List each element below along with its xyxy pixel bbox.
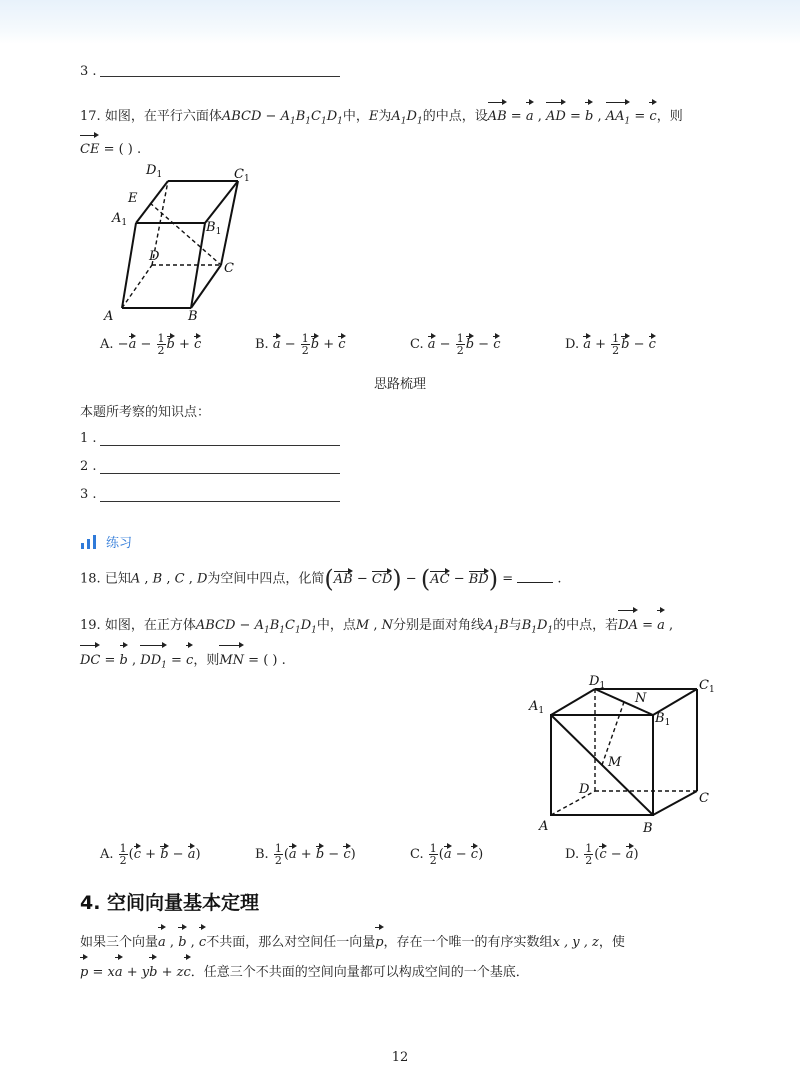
question-number: 17. (80, 109, 101, 124)
q19-option-b[interactable]: B. $\frac{1}{2}$ (a + b − c) (255, 842, 356, 867)
paragraph-text: ．任意三个不共面的空间向量都可以构成空间的一个基底． (190, 965, 529, 980)
list-number: 3 . (80, 64, 97, 79)
question-number: 19. (80, 618, 101, 633)
label-B1: $B_1$ (206, 220, 222, 237)
theorem-paragraph: 如果三个向量a , b , c不共面，那么对空间任一向量p，存在一个唯一的有序实数组x , y , z，使 p = xa + yb + zc．任意三个不共面的空间向量都可以构成空间的一个基底． (80, 928, 720, 988)
list-item-2: 2 . (80, 459, 97, 474)
answer-line (100, 445, 340, 446)
question-text: 的中点，若 (553, 618, 619, 633)
list-item-3: 3 . (80, 487, 97, 502)
math: ABCD (221, 109, 262, 124)
label-C: C (224, 261, 234, 276)
option-letter: D. (565, 847, 580, 862)
label-E: E (128, 191, 138, 206)
q19-option-c[interactable]: C. $\frac{1}{2}$ (a − c) (410, 842, 484, 867)
label-D1: $D_1$ (589, 674, 606, 691)
question-text: ，则 (656, 109, 683, 124)
question-text: 如图，在正方体 (104, 618, 196, 633)
question-text: 的中点，设 (422, 109, 488, 124)
option-letter: A. (100, 337, 114, 352)
label-C1: $C_1$ (699, 678, 715, 695)
prev-list-item-3 (80, 64, 97, 79)
option-letter: C. (410, 847, 424, 862)
practice-label: 练习 (106, 536, 133, 551)
paragraph-text: 如果三个向量 (80, 935, 159, 950)
question-18: 18. 已知A , B , C , D为空间中四点，化简(AB − CD) − (AC − BD) = . (80, 565, 562, 593)
option-letter: A. (100, 847, 114, 862)
q17-option-c[interactable]: C. a − $\frac{1}{2}$ b − c (410, 332, 501, 357)
option-letter: B. (255, 337, 269, 352)
bar-chart-icon (80, 535, 98, 549)
answer-line (100, 501, 340, 502)
label-M: M (608, 755, 622, 770)
question-text: 分别是面对角线 (392, 618, 484, 633)
label-C1: $C_1$ (234, 167, 250, 184)
page-number: 12 (391, 1050, 409, 1065)
question-text: . (553, 571, 562, 587)
answer-paren: = ( ) . (248, 652, 286, 668)
answer-line (100, 473, 340, 474)
question-19: 19. 如图，在正方体ABCD − $A_1B_1C_1D_1$中，点M , N分别是面对角线$A_1B$与$B_1D_1$的中点，若DA = a , DC = b , $DD_1 = c$，则MN = ( ) . (80, 611, 720, 680)
q17-option-d[interactable]: D. a + $\frac{1}{2}$ b − c (565, 332, 656, 357)
question-17: 17. 如图，在平行六面体ABCD − $A_1B_1C_1D_1$中，E为$A_1D_1$的中点，设AB = a , AD = b , $AA_1 = c$，则 CE = ( ) . (80, 103, 720, 164)
label-N: N (635, 691, 647, 706)
question-text: 已知 (104, 571, 131, 587)
paragraph-text: ，存在一个唯一的有序实数组 (383, 935, 553, 950)
question-text: ，则 (193, 652, 220, 668)
label-B1: $B_1$ (655, 711, 671, 728)
question-text: 中， (342, 109, 369, 124)
question-text: 如图，在平行六面体 (104, 109, 222, 124)
label-A1: $A_1$ (112, 211, 128, 228)
answer-line (100, 76, 340, 77)
question-text: 为空间中四点，化简 (207, 571, 325, 587)
q19-option-a[interactable]: A. $\frac{1}{2}$ (c + b − a) (100, 842, 201, 867)
fill-blank[interactable] (517, 570, 553, 583)
cube-figure (525, 670, 725, 840)
label-B: B (643, 821, 653, 836)
question-text: 与 (508, 618, 522, 633)
label-A1: $A_1$ (529, 699, 545, 716)
label-A: A (104, 309, 114, 324)
label-C: C (699, 791, 709, 806)
q19-option-d[interactable]: D. $\frac{1}{2}$ (c − a) (565, 842, 639, 867)
question-number: 18. (80, 571, 101, 587)
paragraph-text: 不共面，那么对空间任一向量 (206, 935, 376, 950)
option-letter: D. (565, 337, 580, 352)
parallelepiped-figure (100, 160, 260, 325)
label-A: A (539, 819, 549, 834)
section-intro: 本题所考察的知识点： (80, 405, 211, 420)
header-band (0, 0, 800, 44)
label-D1: $D_1$ (146, 163, 163, 180)
label-B: B (188, 309, 198, 324)
section-title: 思路梳理 (373, 377, 426, 392)
paragraph-text: ，使 (598, 935, 625, 950)
label-D: D (149, 249, 160, 264)
question-text: 为 (378, 109, 392, 124)
practice-header (80, 532, 132, 551)
option-letter: B. (255, 847, 269, 862)
q17-option-a[interactable]: A. −a − $\frac{1}{2}$ b + c (100, 332, 202, 357)
answer-paren: = ( ) . (103, 141, 142, 157)
label-D: D (579, 782, 590, 797)
question-text: 中，点 (316, 618, 356, 633)
q17-option-b[interactable]: B. a − $\frac{1}{2}$ b + c (255, 332, 346, 357)
section-heading: 4. 空间向量基本定理 (80, 892, 260, 914)
option-letter: C. (410, 337, 424, 352)
list-item-1: 1 . (80, 431, 97, 446)
